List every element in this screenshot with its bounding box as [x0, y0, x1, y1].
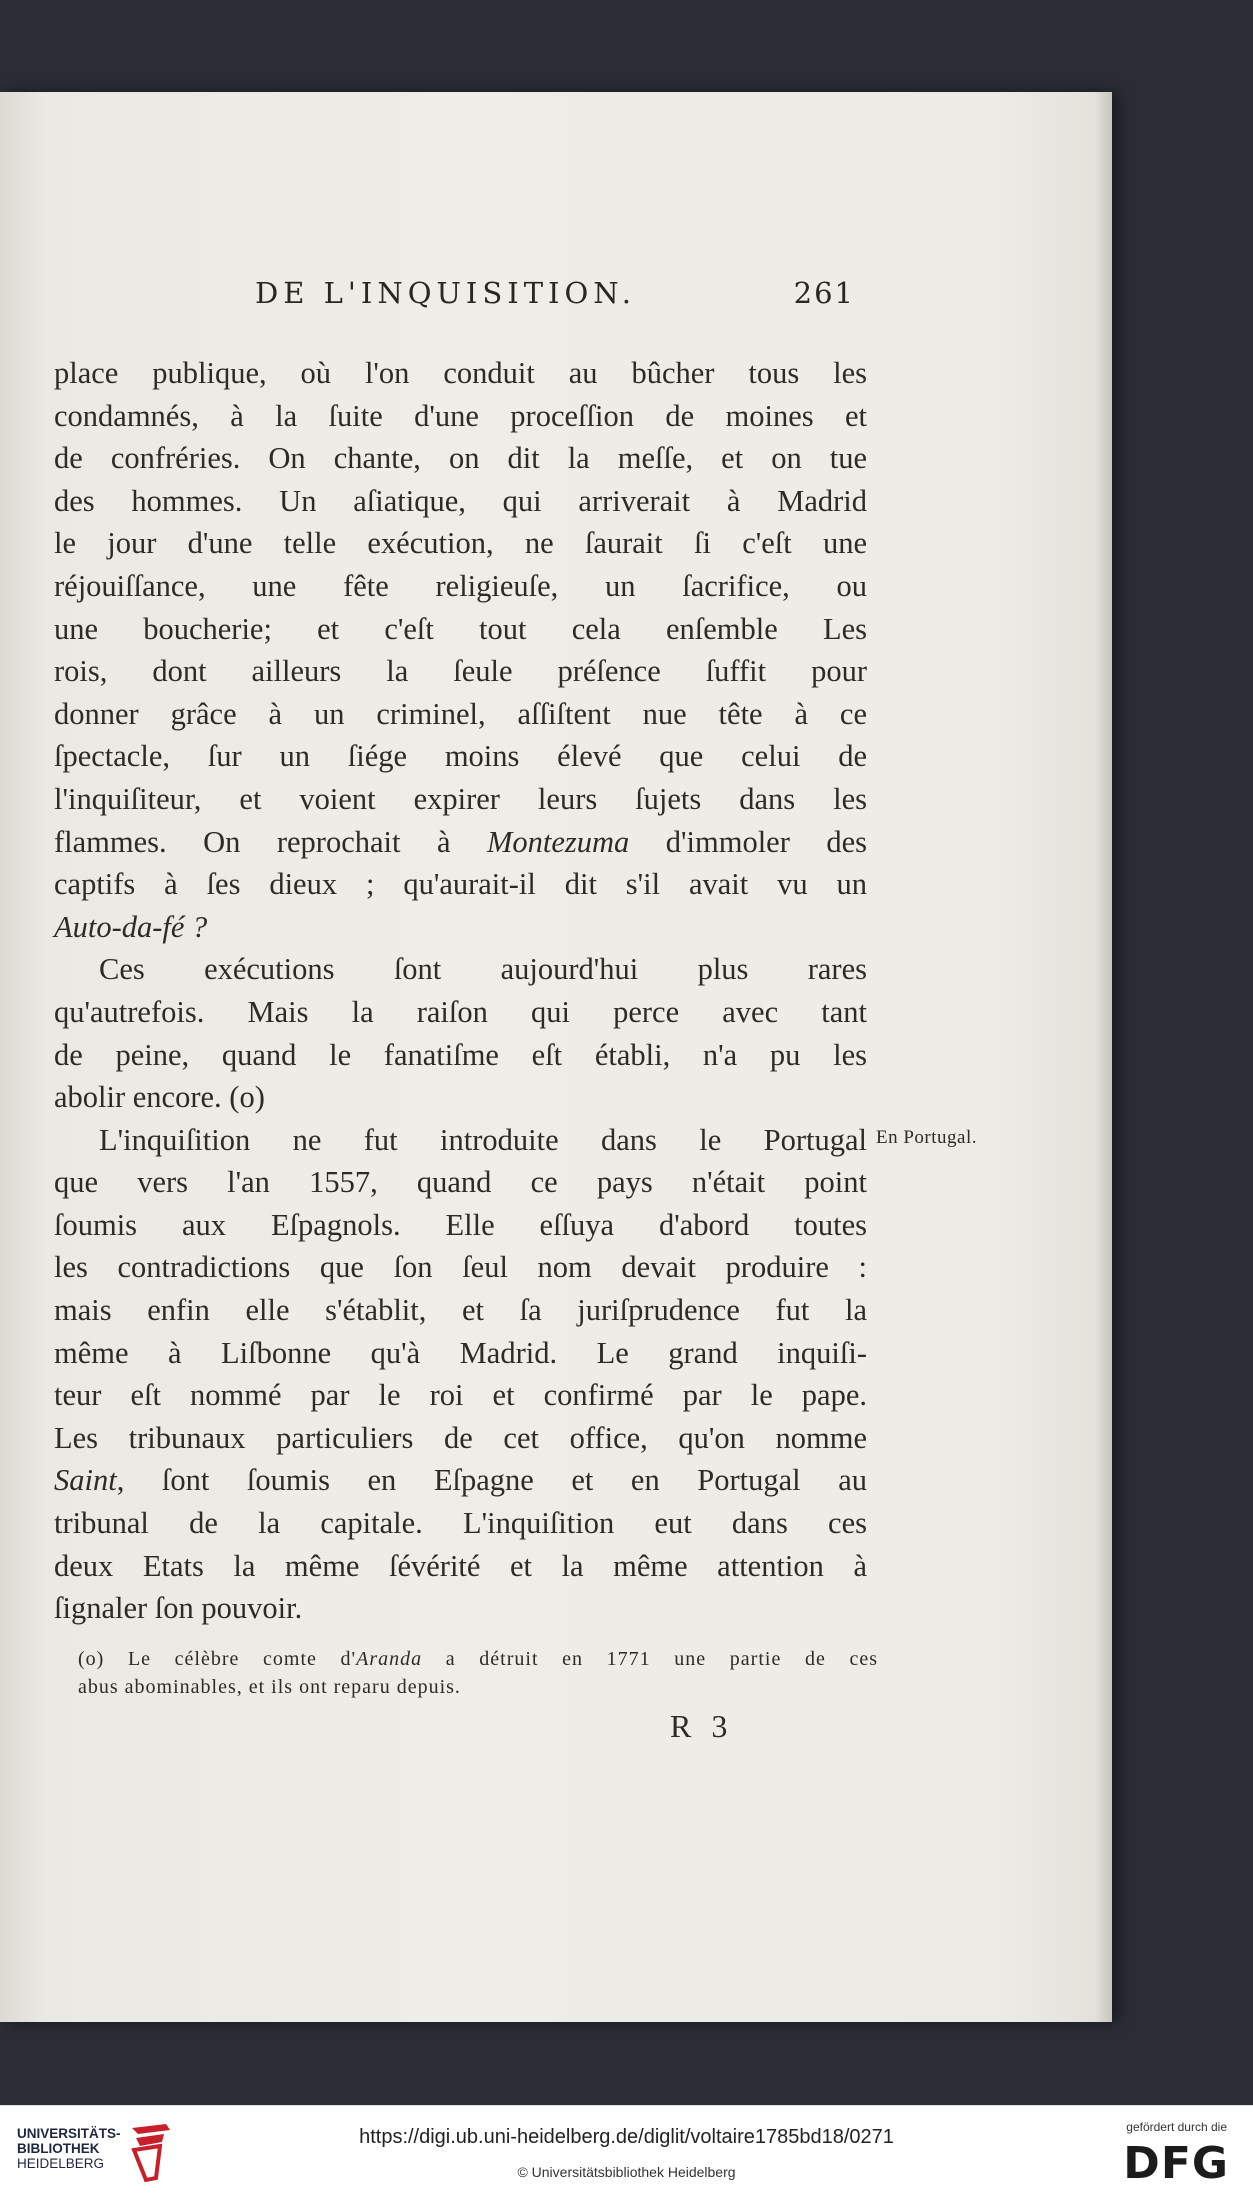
- footer-bar: [0, 2105, 1253, 2195]
- text-line: de peine, quand le fanatiſme eſt établi, n'a pu les: [54, 1037, 867, 1072]
- body-text: [54, 352, 867, 1630]
- italic-term: Auto-da-fé ?: [54, 909, 208, 944]
- library-name-line: HEIDELBERG: [17, 2156, 105, 2171]
- library-name-line: UNIVERSITÄTS-: [17, 2126, 121, 2141]
- text-line: qu'autrefois. Mais la raiſon qui perce avec tant: [54, 994, 867, 1029]
- text-line: le jour d'une telle exécution, ne ſaurait ſi c'eſt une: [54, 526, 867, 561]
- copyright-notice: © Universitätsbibliothek Heidelberg: [517, 2164, 736, 2180]
- text-line: place publique, où l'on conduit au bûcher tous les: [54, 356, 867, 390]
- text-line: L'inquiſition ne fut introduite dans le Portugal: [99, 1122, 867, 1157]
- text-line: ſignaler ſon pouvoir.: [54, 1591, 303, 1626]
- margin-note: En Portugal.: [876, 1127, 977, 1148]
- footnote-line: [78, 1645, 878, 1673]
- text-line: donner grâce à un criminel, aſſiſtent nue tête à ce: [54, 696, 867, 731]
- italic-name: Montezuma: [486, 824, 630, 859]
- line-text: flammes. On reprochait à: [54, 824, 487, 859]
- text-line: rois, dont ailleurs la ſeule préſence ſuffit pour: [54, 654, 867, 689]
- text-line: que vers l'an 1557, quand ce pays n'était point: [54, 1165, 867, 1200]
- text-line: deux Etats la même ſévérité et la même attention à: [54, 1548, 867, 1583]
- page-edge-shadow: [1094, 92, 1112, 2022]
- signature-mark: R 3: [670, 1708, 734, 1744]
- text-line: [54, 821, 867, 864]
- text-line: mais enfin elle s'établit, et ſa juriſprudence fut la: [54, 1293, 867, 1328]
- library-name-line: BIBLIOTHEK: [17, 2141, 100, 2156]
- text-line: une boucherie; et c'eſt tout cela enſemble Les: [54, 611, 867, 646]
- permalink-url[interactable]: https://digi.ub.uni-heidelberg.de/diglit/voltaire1785bd18/0271: [359, 2126, 894, 2148]
- text-line: Ces exécutions ſont aujourd'hui plus rares: [99, 952, 867, 987]
- text-line: ſpectacle, ſur un ſiége moins élevé que celui de: [54, 739, 867, 774]
- text-line: Les tribunaux particuliers de cet office, qu'on nomme: [54, 1420, 867, 1455]
- text-line: de confréries. On chante, on dit la meſſe, et on tue: [54, 441, 867, 476]
- line-text: d'immoler des: [629, 824, 867, 859]
- text-line: l'inquiſiteur, et voient expirer leurs ſujets dans les: [54, 781, 867, 816]
- text-line: [54, 906, 867, 949]
- funding-note: gefördert durch die: [1126, 2120, 1227, 2134]
- dfg-logo[interactable]: DFG: [1123, 2138, 1229, 2189]
- footnote-line: abus abominables, et ils ont reparu depuis.: [78, 1676, 461, 1698]
- footnote: [78, 1645, 878, 1701]
- text-line: des hommes. Un aſiatique, qui arriverait à Madrid: [54, 483, 867, 518]
- running-head-title: DE L'INQUISITION.: [255, 276, 637, 310]
- text-line: tribunal de la capitale. L'inquiſition eut dans ces: [54, 1506, 867, 1541]
- footnote-text: (o) Le célèbre comte d': [78, 1648, 357, 1670]
- footnote-text: a détruit en 1771 une partie de ces: [422, 1648, 879, 1670]
- text-line: condamnés, à la ſuite d'une proceſſion de moines et: [54, 398, 867, 433]
- italic-term: Saint: [54, 1463, 117, 1498]
- text-line: [54, 1459, 867, 1502]
- running-head: [255, 276, 855, 320]
- text-line: abolir encore. (o): [54, 1080, 265, 1115]
- footnote-italic-name: Aranda: [356, 1648, 423, 1670]
- text-line: captifs à ſes dieux ; qu'aurait-il dit s'il avait vu un: [54, 867, 867, 902]
- page-number: 261: [793, 276, 855, 310]
- text-line: ſoumis aux Eſpagnols. Elle eſſuya d'abord toutes: [54, 1207, 867, 1242]
- line-text: , ſont ſoumis en Eſpagne et en Portugal au: [116, 1463, 867, 1498]
- text-line: les contradictions que ſon ſeul nom devait produire :: [54, 1250, 867, 1285]
- text-line: même à Liſbonne qu'à Madrid. Le grand inquiſi-: [54, 1335, 867, 1370]
- text-line: teur eſt nommé par le roi et confirmé par le pape.: [54, 1378, 867, 1413]
- text-line: réjouiſſance, une fête religieuſe, un ſacrifice, ou: [54, 568, 867, 603]
